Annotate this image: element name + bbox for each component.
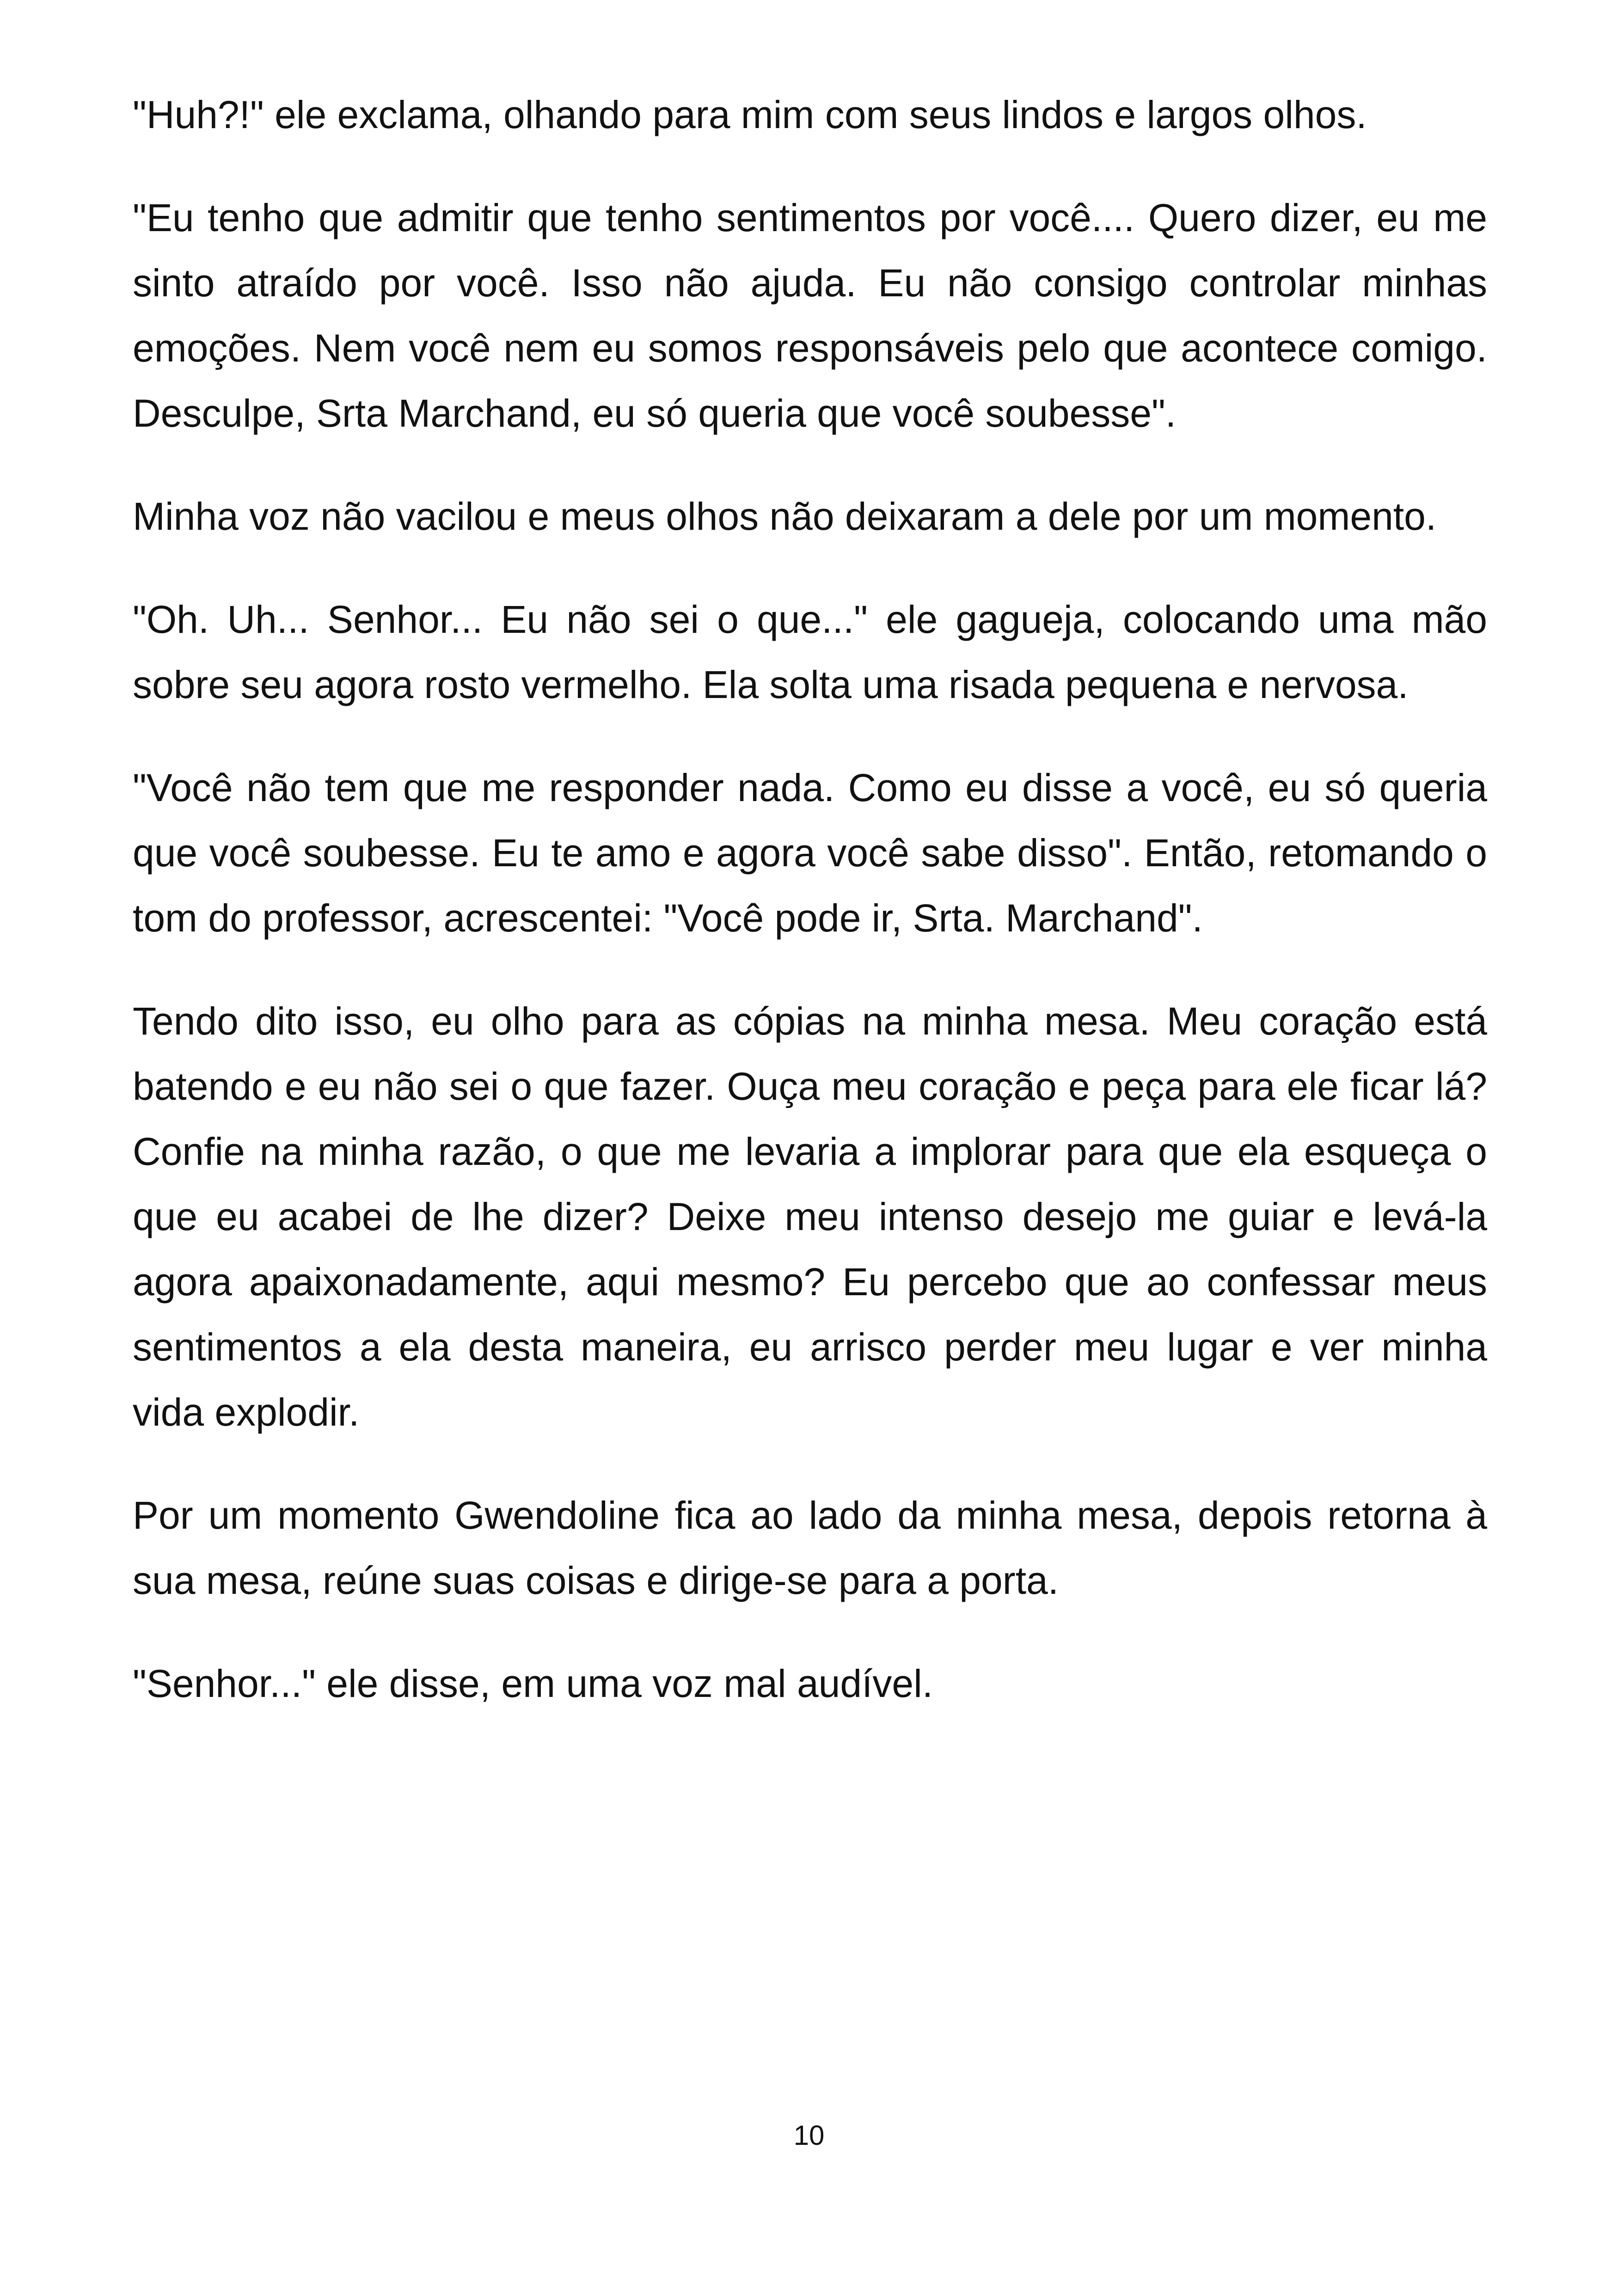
paragraph-3: Minha voz não vacilou e meus olhos não deixaram a dele por um momento.	[133, 495, 1437, 538]
paragraph-8: "Senhor..." ele disse, em uma voz mal audível.	[133, 1662, 933, 1705]
paragraph-7: Por um momento Gwendoline fica ao lado da minha mesa, depois retorna à sua mesa, reúne suas coisas e dirige-se para a porta.	[133, 1494, 1487, 1602]
paragraph-4: "Oh. Uh... Senhor... Eu não sei o que..." ele gagueja, colocando uma mão sobre seu agora rosto vermelho. Ela solta uma risada pequena e nervosa.	[133, 598, 1487, 706]
paragraph-1: "Huh?!" ele exclama, olhando para mim com seus lindos e largos olhos.	[133, 93, 1367, 136]
paragraph-2: "Eu tenho que admitir que tenho sentimentos por você.... Quero dizer, eu me sinto atraído por você. Isso não ajuda. Eu não consigo controlar minhas emoções. Nem você nem eu somos responsáveis pelo que acontece comigo. Desculpe, Srta Marchand, eu só queria que você soubesse".	[133, 196, 1487, 435]
paragraph-6: Tendo dito isso, eu olho para as cópias na minha mesa. Meu coração está batendo e eu não sei o que fazer. Ouça meu coração e peça para ele ficar lá? Confie na minha razão, o que me levaria a implorar para que ela esqueça o que eu acabei de lhe dizer? Deixe meu intenso desejo me guiar e levá-la agora apaixonadamente, aqui mesmo? Eu percebo que ao confessar meus sentimentos a ela desta maneira, eu arrisco perder meu lugar e ver minha vida explodir.	[133, 999, 1487, 1434]
body-text	[133, 82, 1487, 1754]
paragraph-5: "Você não tem que me responder nada. Como eu disse a você, eu só queria que você soubesse. Eu te amo e agora você sabe disso". Então, retomando o tom do professor, acrescentei: "Você pode ir, Srta. Marchand".	[133, 766, 1487, 940]
page-number: 10	[793, 2120, 825, 2151]
